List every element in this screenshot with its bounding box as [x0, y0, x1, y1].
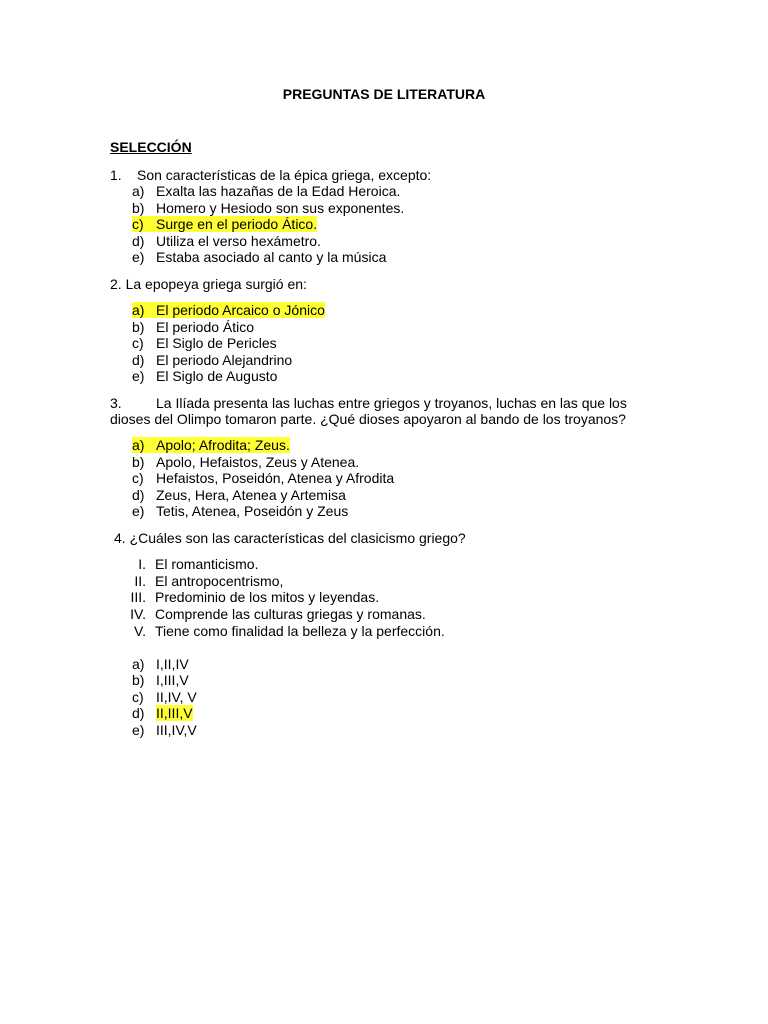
option-label: a) — [132, 656, 145, 672]
answer-option — [132, 672, 189, 688]
answer-option — [132, 503, 348, 519]
option-text: III,IV,V — [156, 722, 197, 738]
section-heading: SELECCIÓN — [110, 139, 192, 155]
answer-option — [132, 487, 346, 503]
statement-item — [120, 556, 258, 572]
question-3-line-1 — [110, 395, 627, 411]
option-text: Zeus, Hera, Atenea y Artemisa — [156, 487, 346, 503]
option-label: d) — [132, 487, 145, 503]
answer-option-highlighted — [132, 437, 290, 453]
option-text: Utiliza el verso hexámetro. — [156, 233, 321, 249]
option-text: I,III,V — [156, 672, 189, 688]
answer-option — [132, 319, 254, 335]
answer-option-highlighted — [132, 216, 317, 232]
option-label: a) — [132, 183, 145, 199]
answer-option — [132, 233, 321, 249]
option-text: El periodo Ático — [156, 319, 255, 335]
option-label: b) — [132, 454, 145, 470]
option-text: Exalta las hazañas de la Edad Heroica. — [156, 183, 401, 199]
option-text: Tetis, Atenea, Poseidón y Zeus — [156, 503, 349, 519]
statement-text: Tiene como finalidad la belleza y la perfección. — [155, 623, 445, 639]
answer-option — [132, 656, 189, 672]
statement-label: II. — [134, 573, 146, 589]
option-text: El Siglo de Augusto — [156, 368, 278, 384]
option-label: e) — [132, 503, 145, 519]
option-label: c) — [132, 216, 144, 232]
question-text: La Ilíada presenta las luchas entre griegos y troyanos, luchas en las que los — [156, 395, 627, 411]
statement-item — [120, 623, 445, 639]
statement-text: Predominio de los mitos y leyendas. — [155, 589, 380, 605]
option-text: Apolo, Hefaistos, Zeus y Atenea. — [156, 454, 360, 470]
statement-text: El romanticismo. — [155, 556, 259, 572]
statement-text: Comprende las culturas griegas y romanas. — [155, 606, 426, 622]
question-number: 1. — [110, 167, 122, 183]
option-label: b) — [132, 200, 145, 216]
answer-option — [132, 368, 277, 384]
option-label: c) — [132, 470, 144, 486]
answer-option — [132, 183, 400, 199]
option-text: Apolo; Afrodita; Zeus. — [156, 437, 290, 453]
option-label: e) — [132, 249, 145, 265]
option-label: e) — [132, 722, 145, 738]
answer-option — [132, 722, 197, 738]
option-text: I,II,IV — [156, 656, 189, 672]
option-label: d) — [132, 233, 145, 249]
option-label: b) — [132, 319, 145, 335]
option-label: a) — [132, 437, 145, 453]
question-text: Son características de la épica griega, excepto: — [137, 167, 432, 183]
option-text: El periodo Arcaico o Jónico — [156, 302, 325, 318]
statement-label: I. — [138, 556, 146, 572]
option-text: El Siglo de Pericles — [156, 335, 277, 351]
answer-option-highlighted — [132, 302, 325, 318]
option-text: Hefaistos, Poseidón, Atenea y Afrodita — [156, 470, 395, 486]
option-text: Homero y Hesiodo son sus exponentes. — [156, 200, 405, 216]
question-1 — [110, 167, 431, 183]
option-text: El periodo Alejandrino — [156, 352, 293, 368]
answer-option — [132, 200, 404, 216]
statement-label: V. — [134, 623, 146, 639]
answer-option — [132, 454, 359, 470]
option-text: II,III,V — [156, 705, 193, 721]
option-text: II,IV, V — [156, 689, 197, 705]
statement-label: IV. — [130, 606, 146, 622]
statement-item — [120, 589, 379, 605]
statement-text: El antropocentrismo, — [155, 573, 284, 589]
option-label: c) — [132, 335, 144, 351]
page-title: PREGUNTAS DE LITERATURA — [282, 86, 486, 102]
question-3-line-2: dioses del Olimpo tomaron parte. ¿Qué dioses apoyaron al bando de los troyanos? — [110, 411, 626, 427]
option-label: e) — [132, 368, 145, 384]
answer-option — [132, 249, 386, 265]
answer-option — [132, 470, 394, 486]
answer-option — [132, 352, 292, 368]
question-2: 2. La epopeya griega surgió en: — [110, 276, 307, 292]
option-label: b) — [132, 672, 145, 688]
question-number: 3. — [110, 395, 122, 411]
question-4: 4. ¿Cuáles son las características del clasicismo griego? — [114, 530, 466, 546]
answer-option-highlighted — [132, 705, 193, 721]
statement-label: III. — [130, 589, 146, 605]
statement-item — [120, 606, 426, 622]
option-label: c) — [132, 689, 144, 705]
option-text: Estaba asociado al canto y la música — [156, 249, 387, 265]
answer-option — [132, 335, 277, 351]
statement-item — [120, 573, 283, 589]
answer-option — [132, 689, 197, 705]
option-label: a) — [132, 302, 145, 318]
option-label: d) — [132, 352, 145, 368]
option-label: d) — [132, 705, 145, 721]
option-text: Surge en el periodo Ático. — [156, 216, 318, 232]
